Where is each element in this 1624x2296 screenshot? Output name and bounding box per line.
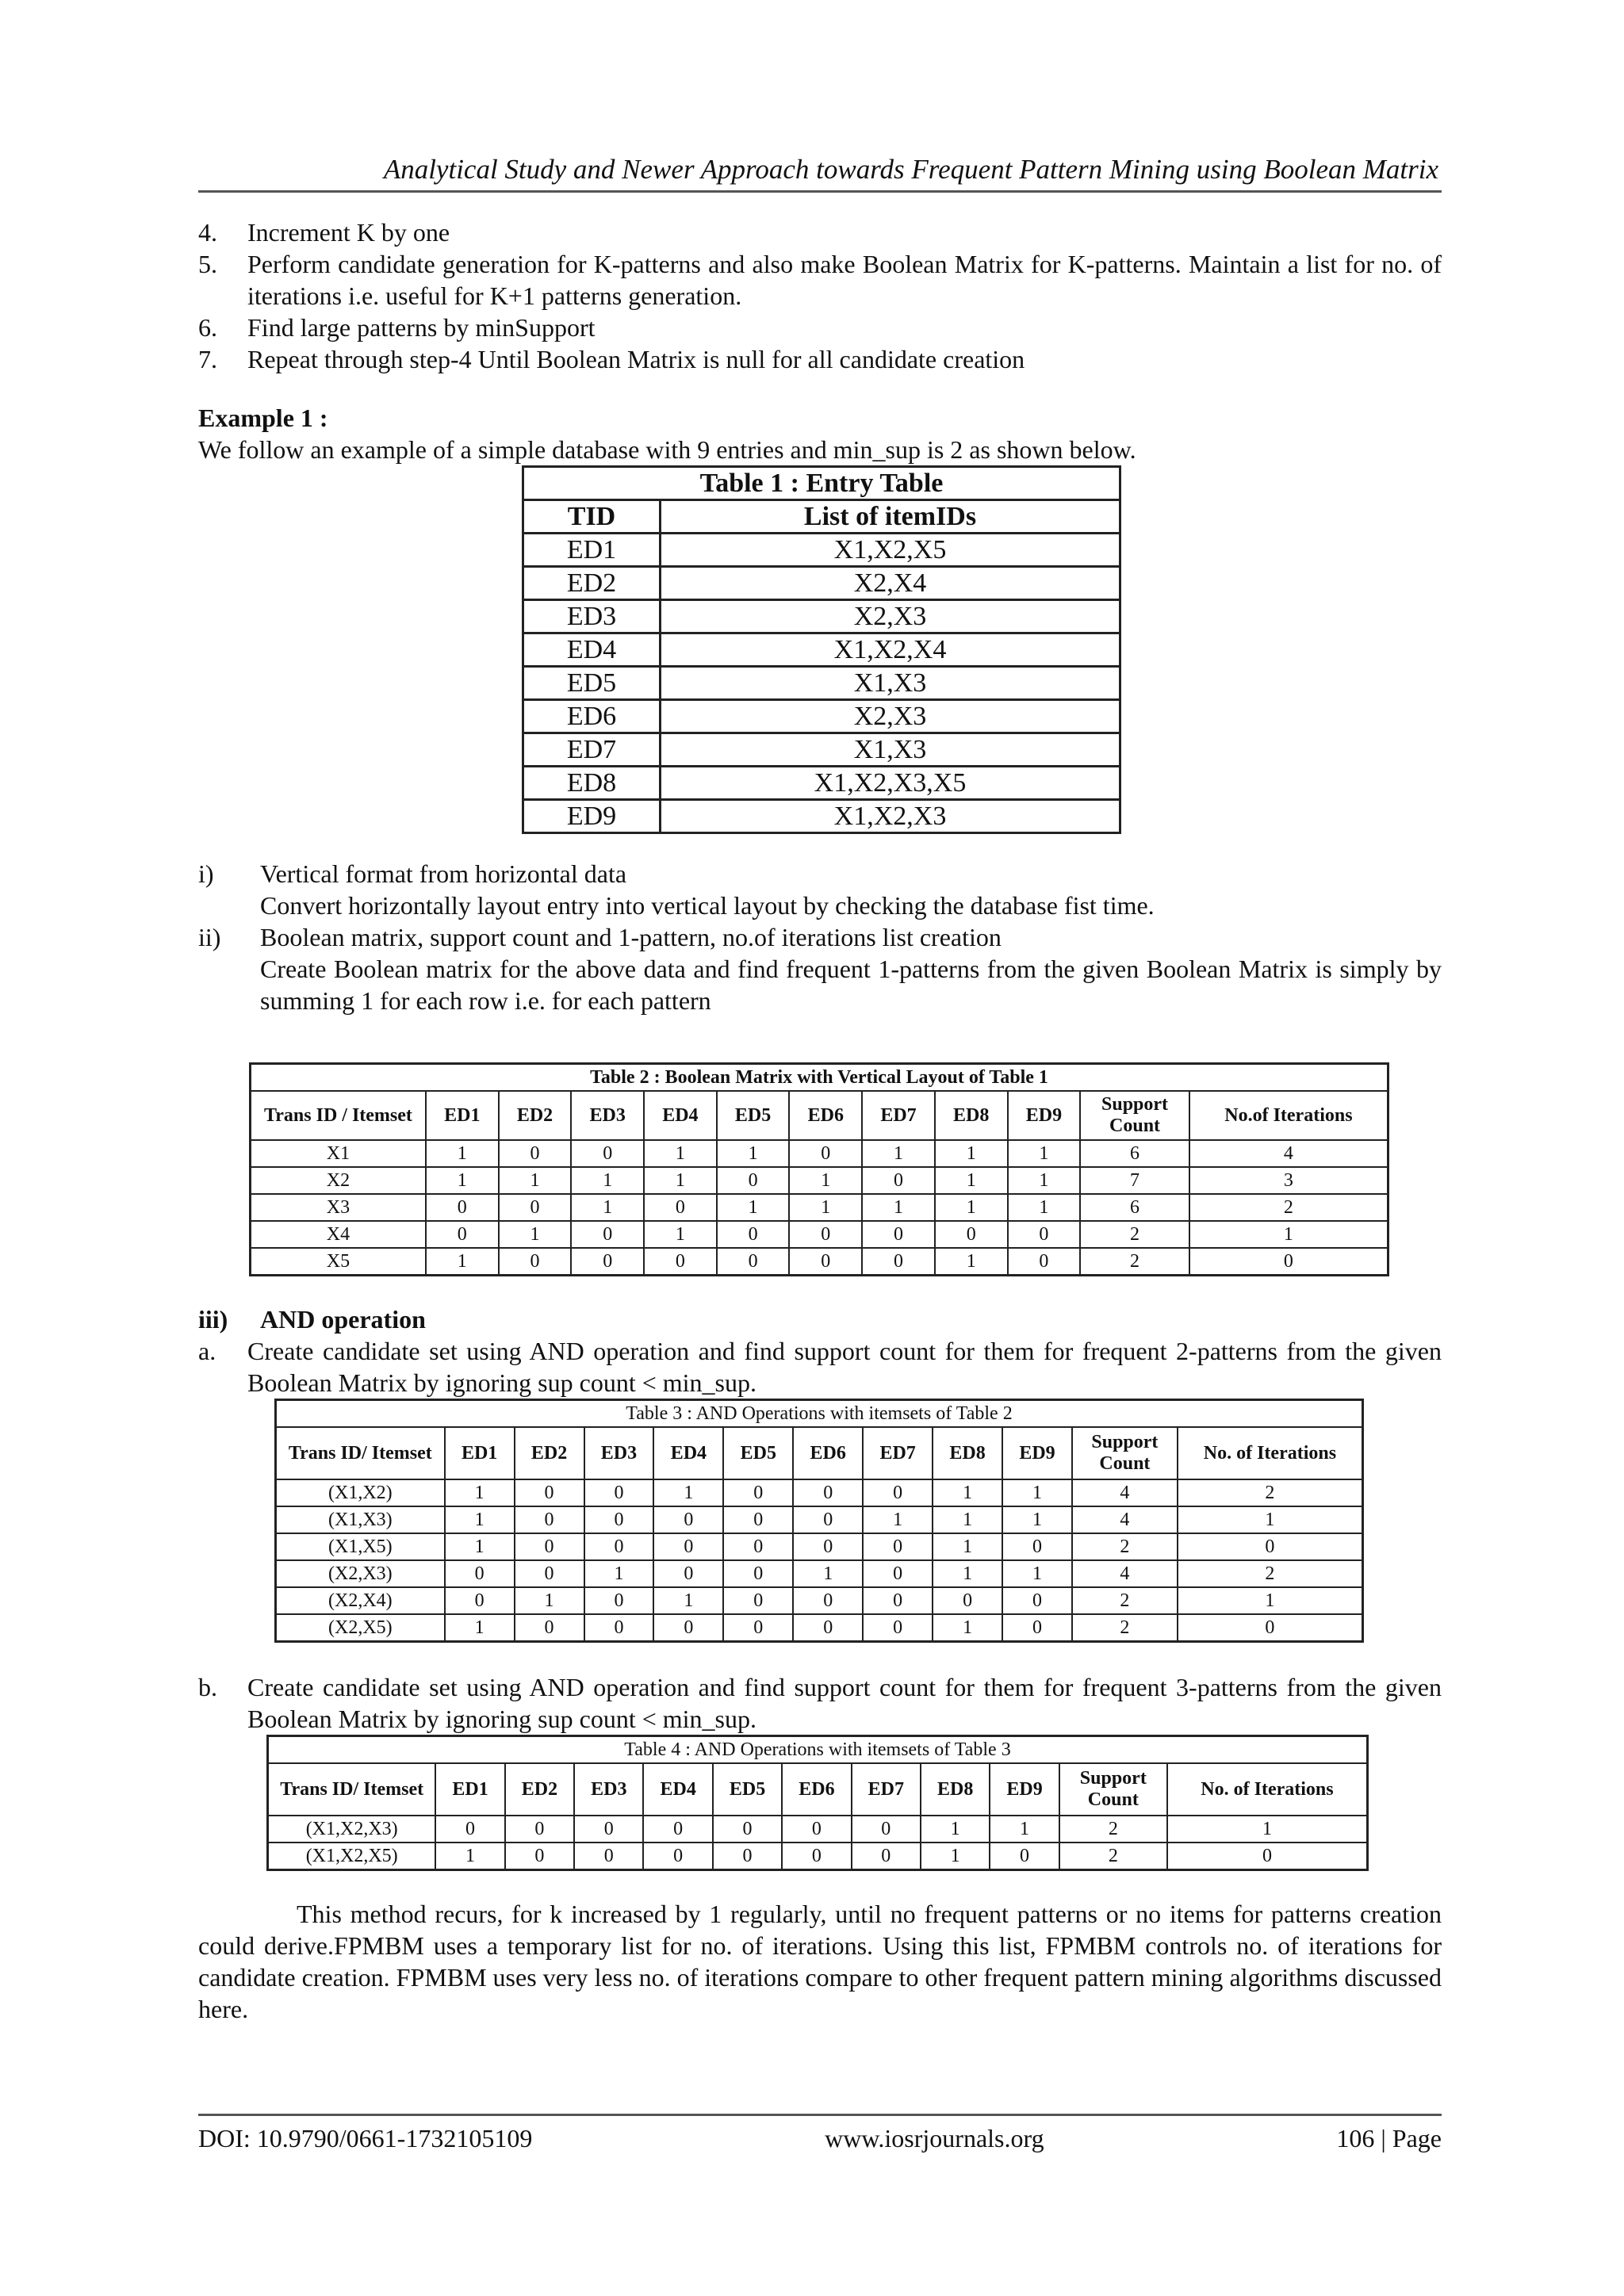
table-cell: 0 — [935, 1221, 1008, 1248]
table-row — [523, 600, 1120, 633]
table-cell: 1 — [445, 1533, 515, 1560]
item-description: Create Boolean matrix for the above data and find frequent 1-patterns from the given Boolean Matrix is simply by summing 1 for each row i.e. for each pattern — [260, 955, 1442, 1015]
table-row — [523, 667, 1120, 700]
table-cell: 0 — [862, 1248, 935, 1276]
column-header: ED9 — [990, 1763, 1059, 1816]
table-row — [523, 633, 1120, 667]
table-cell: 1 — [1002, 1560, 1072, 1587]
section-title: AND operation — [260, 1305, 426, 1334]
closing-paragraph: This method recurs, for k increased by 1 regularly, until no frequent patterns or no items for patterns creation could derive.FPMBM uses a temporary list for no. of iterations. Using this list, FPMBM controls no. of iterations for candidate creation. FPMBM uses very less no. of iterations compare to other frequent pattern mining algorithms discussed here. — [198, 1900, 1442, 2023]
table-cell: 1 — [935, 1140, 1008, 1167]
item-body — [260, 858, 1442, 921]
column-header: ED6 — [782, 1763, 851, 1816]
column-header: ED1 — [435, 1763, 504, 1816]
table-cell: 1 — [933, 1560, 1002, 1587]
table-cell: 1 — [921, 1816, 990, 1843]
table-cell: (X1,X2,X3) — [268, 1816, 436, 1843]
table-cell: 0 — [717, 1167, 790, 1194]
table-cell: 1 — [584, 1560, 654, 1587]
table-cell: 1 — [653, 1479, 723, 1506]
column-header: ED5 — [717, 1091, 790, 1140]
table-row — [523, 700, 1120, 733]
table-cell: 1 — [644, 1140, 717, 1167]
item-text: Create candidate set using AND operation and find support count for them for frequent 3-patterns from the given Boolean Matrix by ignoring sup count < min_sup. — [247, 1673, 1442, 1733]
table-cell: 0 — [723, 1506, 793, 1533]
column-header: No.of Iterations — [1189, 1091, 1388, 1140]
item-heading: Vertical format from horizontal data — [260, 859, 627, 888]
table-cell: 1 — [499, 1221, 572, 1248]
table-cell: 1 — [935, 1194, 1008, 1221]
table-cell: 0 — [584, 1533, 654, 1560]
table-cell: 0 — [717, 1248, 790, 1276]
column-header: ED3 — [574, 1763, 643, 1816]
column-header: ED9 — [1002, 1427, 1072, 1479]
column-header: ED9 — [1008, 1091, 1081, 1140]
column-header: ED4 — [643, 1763, 712, 1816]
table-cell: 0 — [571, 1140, 644, 1167]
table-cell: 0 — [1002, 1614, 1072, 1642]
table-cell: 4 — [1072, 1479, 1178, 1506]
table-cell: 1 — [1167, 1816, 1368, 1843]
column-header: ED2 — [499, 1091, 572, 1140]
table-cell: (X1,X2,X5) — [268, 1843, 436, 1870]
table-cell: 1 — [1008, 1194, 1081, 1221]
caption-row — [276, 1400, 1363, 1428]
column-header: ED7 — [852, 1763, 921, 1816]
table-caption: Table 2 : Boolean Matrix with Vertical Layout of Table 1 — [251, 1064, 1388, 1092]
footer-website: www.iosrjournals.org — [825, 2124, 1044, 2152]
table-cell: 1 — [935, 1248, 1008, 1276]
step-text: Increment K by one — [247, 218, 450, 247]
table-cell: 0 — [445, 1587, 515, 1614]
step-number: 7. — [198, 345, 217, 373]
table-cell: X1 — [251, 1140, 426, 1167]
column-header: ED7 — [862, 1091, 935, 1140]
table-cell: 0 — [1002, 1533, 1072, 1560]
table-cell: 1 — [935, 1167, 1008, 1194]
item-description: Convert horizontally layout entry into vertical layout by checking the database fist time. — [260, 891, 1155, 920]
step-item — [198, 343, 1442, 375]
table-1-entry-table — [522, 465, 1121, 834]
table-cell: ED3 — [523, 600, 661, 633]
table-cell: 1 — [933, 1479, 1002, 1506]
table-cell: 1 — [426, 1167, 499, 1194]
header-row — [251, 1091, 1388, 1140]
table-cell: (X2,X3) — [276, 1560, 445, 1587]
column-header: Support Count — [1059, 1763, 1167, 1816]
table-row — [268, 1816, 1368, 1843]
table-cell: 0 — [782, 1816, 851, 1843]
table-cell: 1 — [571, 1194, 644, 1221]
table-cell: 2 — [1059, 1816, 1167, 1843]
table-cell: X2,X4 — [661, 567, 1120, 600]
column-header: ED1 — [445, 1427, 515, 1479]
table-cell: X1,X3 — [661, 733, 1120, 767]
table-4-and-operations — [266, 1735, 1369, 1871]
column-header: ED6 — [793, 1427, 863, 1479]
table-cell: X4 — [251, 1221, 426, 1248]
table-row — [276, 1533, 1363, 1560]
step-number: 6. — [198, 313, 217, 342]
table-cell: ED1 — [523, 534, 661, 567]
table-cell: 0 — [789, 1221, 862, 1248]
table-cell: 0 — [574, 1816, 643, 1843]
column-header: No. of Iterations — [1178, 1427, 1363, 1479]
table-cell: 1 — [1008, 1140, 1081, 1167]
column-header: Trans ID/ Itemset — [276, 1427, 445, 1479]
table-cell: 3 — [1189, 1167, 1388, 1194]
item-body — [260, 921, 1442, 1016]
table-cell: 4 — [1072, 1560, 1178, 1587]
column-header: List of itemIDs — [661, 500, 1120, 534]
table-cell: 0 — [990, 1843, 1059, 1870]
table-cell: 0 — [793, 1587, 863, 1614]
table-cell: (X1,X2) — [276, 1479, 445, 1506]
table-cell: 0 — [852, 1816, 921, 1843]
roman-list — [198, 858, 1442, 1016]
list-item — [198, 921, 1442, 1016]
table-row — [523, 767, 1120, 800]
section-number: iii) — [198, 1305, 228, 1334]
table-cell: 1 — [435, 1843, 504, 1870]
table-cell: 0 — [515, 1560, 584, 1587]
table-cell: 2 — [1072, 1587, 1178, 1614]
table-cell: 1 — [921, 1843, 990, 1870]
table-cell: 0 — [793, 1479, 863, 1506]
table-cell: 0 — [515, 1506, 584, 1533]
item-text: Create candidate set using AND operation and find support count for them for frequent 2-patterns from the given Boolean Matrix by ignoring sup count < min_sup. — [247, 1337, 1442, 1397]
table-cell: (X1,X5) — [276, 1533, 445, 1560]
table-cell: 0 — [1167, 1843, 1368, 1870]
table-body — [523, 534, 1120, 833]
table-cell: X2,X3 — [661, 700, 1120, 733]
table-cell: 1 — [862, 1194, 935, 1221]
table-cell: 1 — [571, 1167, 644, 1194]
step-number: 5. — [198, 250, 217, 278]
table-cell: 4 — [1072, 1506, 1178, 1533]
table-cell: 1 — [644, 1221, 717, 1248]
table-row — [523, 534, 1120, 567]
table-cell: 0 — [717, 1221, 790, 1248]
table-cell: 6 — [1080, 1140, 1189, 1167]
table-cell: 0 — [584, 1587, 654, 1614]
table-row — [268, 1843, 1368, 1870]
table-cell: 2 — [1178, 1560, 1363, 1587]
column-header: ED8 — [933, 1427, 1002, 1479]
example-intro: We follow an example of a simple database with 9 entries and min_sup is 2 as shown below. — [198, 435, 1136, 464]
table-row — [251, 1167, 1388, 1194]
list-item — [198, 1671, 1442, 1735]
table-row — [523, 567, 1120, 600]
step-text: Find large patterns by minSupport — [247, 313, 596, 342]
table-row — [276, 1614, 1363, 1642]
table-cell: 0 — [713, 1816, 782, 1843]
table-cell: 0 — [515, 1479, 584, 1506]
table-3-and-operations — [274, 1399, 1364, 1643]
table-cell: 0 — [933, 1587, 1002, 1614]
column-header: ED2 — [515, 1427, 584, 1479]
table-cell: 1 — [717, 1140, 790, 1167]
table-cell: 1 — [499, 1167, 572, 1194]
table-cell: 0 — [723, 1533, 793, 1560]
column-header: Support Count — [1080, 1091, 1189, 1140]
item-number: ii) — [198, 923, 221, 951]
step-text: Repeat through step-4 Until Boolean Matrix is null for all candidate creation — [247, 345, 1025, 373]
item-number: b. — [198, 1673, 217, 1701]
table-cell: 0 — [644, 1248, 717, 1276]
table-cell: 1 — [717, 1194, 790, 1221]
table-cell: 0 — [863, 1479, 933, 1506]
step-item — [198, 216, 1442, 248]
table-cell: 0 — [653, 1560, 723, 1587]
table-cell: 0 — [863, 1587, 933, 1614]
table-cell: X1,X2,X3 — [661, 800, 1120, 833]
table-cell: 0 — [653, 1533, 723, 1560]
table-caption: Table 4 : AND Operations with itemsets of Table 3 — [268, 1736, 1368, 1764]
table-cell: 0 — [435, 1816, 504, 1843]
step-item — [198, 248, 1442, 312]
table-cell: 0 — [863, 1560, 933, 1587]
table-cell: 0 — [499, 1140, 572, 1167]
table-cell: 1 — [445, 1506, 515, 1533]
list-item — [198, 1335, 1442, 1399]
item-heading: Boolean matrix, support count and 1-pattern, no.of iterations list creation — [260, 923, 1002, 951]
table-cell: 1 — [426, 1140, 499, 1167]
table-cell: 2 — [1080, 1248, 1189, 1276]
table-cell: 1 — [793, 1560, 863, 1587]
table-cell: 0 — [793, 1614, 863, 1642]
column-header: Support Count — [1072, 1427, 1178, 1479]
table-cell: 1 — [644, 1167, 717, 1194]
table-cell: 0 — [643, 1843, 712, 1870]
example-title: Example 1 : — [198, 404, 328, 432]
column-header: ED8 — [921, 1763, 990, 1816]
table-cell: 2 — [1072, 1533, 1178, 1560]
table-cell: 1 — [789, 1167, 862, 1194]
table-cell: 1 — [990, 1816, 1059, 1843]
table-cell: 0 — [862, 1167, 935, 1194]
column-header: ED8 — [935, 1091, 1008, 1140]
table-cell: X2 — [251, 1167, 426, 1194]
table-cell: 1 — [653, 1587, 723, 1614]
table-cell: 0 — [713, 1843, 782, 1870]
table-cell: 0 — [499, 1248, 572, 1276]
table-cell: 0 — [653, 1506, 723, 1533]
table-cell: 0 — [574, 1843, 643, 1870]
table-row — [251, 1221, 1388, 1248]
table-cell: ED5 — [523, 667, 661, 700]
step-item — [198, 312, 1442, 343]
step-text: Perform candidate generation for K-patterns and also make Boolean Matrix for K-patterns. Maintain a list for no. of iterations i.e. useful for K+1 patterns generation. — [247, 250, 1442, 310]
table-cell: 0 — [515, 1614, 584, 1642]
table-cell: 0 — [852, 1843, 921, 1870]
table-cell: ED6 — [523, 700, 661, 733]
algorithm-steps — [198, 216, 1442, 375]
table-cell: ED7 — [523, 733, 661, 767]
table-cell: 0 — [515, 1533, 584, 1560]
table-cell: 0 — [426, 1221, 499, 1248]
table-cell: 0 — [789, 1140, 862, 1167]
header-row — [268, 1763, 1368, 1816]
table-cell: 0 — [723, 1614, 793, 1642]
table-cell: 0 — [862, 1221, 935, 1248]
table-row — [276, 1479, 1363, 1506]
table-row — [523, 800, 1120, 833]
column-header: ED2 — [505, 1763, 574, 1816]
table-cell: 0 — [644, 1194, 717, 1221]
table-cell: 0 — [793, 1506, 863, 1533]
table-cell: 1 — [1008, 1167, 1081, 1194]
column-header: ED6 — [789, 1091, 862, 1140]
table-cell: 0 — [571, 1221, 644, 1248]
table-cell: 0 — [499, 1194, 572, 1221]
table-cell: 0 — [782, 1843, 851, 1870]
table-cell: 2 — [1189, 1194, 1388, 1221]
table-cell: 0 — [584, 1506, 654, 1533]
table-cell: 0 — [571, 1248, 644, 1276]
column-header: Trans ID/ Itemset — [268, 1763, 436, 1816]
table-row — [276, 1587, 1363, 1614]
column-header: ED4 — [653, 1427, 723, 1479]
table-cell: (X1,X3) — [276, 1506, 445, 1533]
column-header: ED5 — [713, 1763, 782, 1816]
table-cell: ED8 — [523, 767, 661, 800]
table-cell: ED2 — [523, 567, 661, 600]
column-header: TID — [523, 500, 661, 534]
table-cell: 1 — [862, 1140, 935, 1167]
table-2-boolean-matrix — [249, 1062, 1389, 1276]
table-cell: 1 — [515, 1587, 584, 1614]
column-header: Trans ID / Itemset — [251, 1091, 426, 1140]
table-cell: 1 — [789, 1194, 862, 1221]
table-cell: 0 — [1178, 1614, 1363, 1642]
table-cell: X1,X3 — [661, 667, 1120, 700]
table-cell: (X2,X5) — [276, 1614, 445, 1642]
table-cell: 0 — [426, 1194, 499, 1221]
table-cell: 0 — [723, 1560, 793, 1587]
table-cell: 0 — [584, 1614, 654, 1642]
table-cell: 1 — [933, 1506, 1002, 1533]
table-cell: 0 — [653, 1614, 723, 1642]
table-cell: X1,X2,X3,X5 — [661, 767, 1120, 800]
column-header: ED3 — [571, 1091, 644, 1140]
section-heading — [198, 1303, 1442, 1335]
table-cell: 0 — [643, 1816, 712, 1843]
table-cell: 1 — [933, 1533, 1002, 1560]
table-row — [276, 1560, 1363, 1587]
table-cell: 1 — [445, 1479, 515, 1506]
column-header: ED7 — [863, 1427, 933, 1479]
column-header: ED1 — [426, 1091, 499, 1140]
table-cell: 1 — [1178, 1587, 1363, 1614]
table-cell: 1 — [1002, 1506, 1072, 1533]
table-cell: 0 — [445, 1560, 515, 1587]
table-cell: ED9 — [523, 800, 661, 833]
table-cell: X1,X2,X5 — [661, 534, 1120, 567]
column-header: No. of Iterations — [1167, 1763, 1368, 1816]
table-cell: 1 — [1178, 1506, 1363, 1533]
table-cell: 0 — [584, 1479, 654, 1506]
table-cell: 0 — [505, 1816, 574, 1843]
table-cell: 0 — [1008, 1221, 1081, 1248]
table-cell: X3 — [251, 1194, 426, 1221]
table-row — [251, 1140, 1388, 1167]
table-cell: 0 — [793, 1533, 863, 1560]
table-cell: 2 — [1178, 1479, 1363, 1506]
step-number: 4. — [198, 218, 217, 247]
table-row — [251, 1194, 1388, 1221]
table-row — [251, 1248, 1388, 1276]
table-cell: X2,X3 — [661, 600, 1120, 633]
table-cell: 0 — [723, 1587, 793, 1614]
footer-page-number: 106 | Page — [1336, 2124, 1442, 2152]
running-header: Analytical Study and Newer Approach towards Frequent Pattern Mining using Boolean Matrix — [198, 151, 1442, 193]
footer-doi: DOI: 10.9790/0661-1732105109 — [198, 2124, 533, 2152]
table-cell: 4 — [1189, 1140, 1388, 1167]
table-cell: 0 — [1008, 1248, 1081, 1276]
table-caption: Table 3 : AND Operations with itemsets of Table 2 — [276, 1400, 1363, 1428]
table-cell: 7 — [1080, 1167, 1189, 1194]
table-cell: 0 — [723, 1479, 793, 1506]
table-cell: 0 — [863, 1614, 933, 1642]
table-cell: X1,X2,X4 — [661, 633, 1120, 667]
table-cell: 1 — [863, 1506, 933, 1533]
table-cell: 0 — [1189, 1248, 1388, 1276]
item-number: a. — [198, 1337, 216, 1365]
table-cell: 2 — [1072, 1614, 1178, 1642]
table-row — [276, 1506, 1363, 1533]
table-cell: 0 — [863, 1533, 933, 1560]
page-footer — [198, 2114, 1442, 2154]
table-cell: 1 — [445, 1614, 515, 1642]
header-row — [276, 1427, 1363, 1479]
table-cell: 1 — [1002, 1479, 1072, 1506]
table-cell: 1 — [1189, 1221, 1388, 1248]
table-cell: 2 — [1080, 1221, 1189, 1248]
list-item — [198, 858, 1442, 921]
table-cell: 0 — [1002, 1587, 1072, 1614]
table-cell: 6 — [1080, 1194, 1189, 1221]
table-cell: ED4 — [523, 633, 661, 667]
column-header: ED4 — [644, 1091, 717, 1140]
caption-row — [251, 1064, 1388, 1092]
table-cell: 0 — [1178, 1533, 1363, 1560]
table-cell: 2 — [1059, 1843, 1167, 1870]
table-cell: 0 — [789, 1248, 862, 1276]
table-caption: Table 1 : Entry Table — [523, 467, 1120, 500]
table-cell: 1 — [426, 1248, 499, 1276]
column-header: ED3 — [584, 1427, 654, 1479]
table-row — [523, 733, 1120, 767]
caption-row — [268, 1736, 1368, 1764]
table-cell: X5 — [251, 1248, 426, 1276]
table-cell: 0 — [505, 1843, 574, 1870]
column-header: ED5 — [723, 1427, 793, 1479]
item-number: i) — [198, 859, 214, 888]
page-content — [198, 151, 1442, 2025]
table-cell: (X2,X4) — [276, 1587, 445, 1614]
table-cell: 1 — [933, 1614, 1002, 1642]
